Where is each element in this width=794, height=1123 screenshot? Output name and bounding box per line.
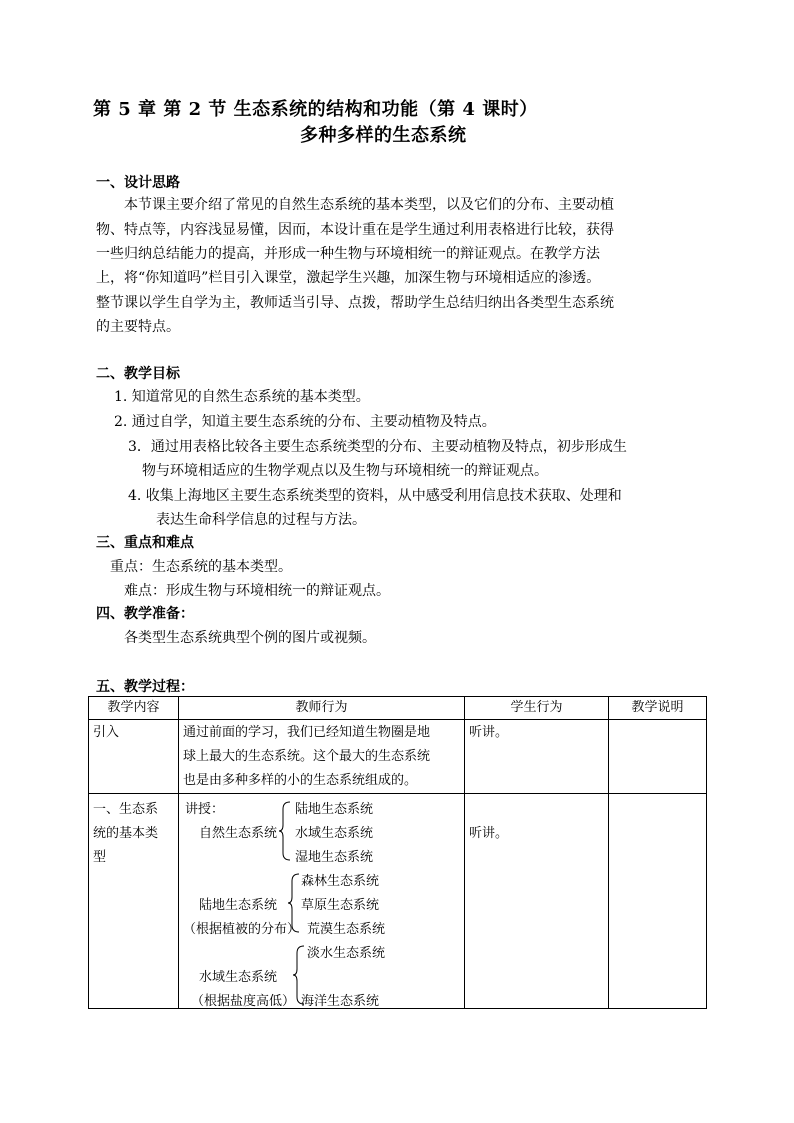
goal-item: 3．通过用表格比较各主要生态系统类型的分布、主要动植物及特点，初步形成生 — [128, 439, 627, 455]
land-item: 森林生态系统 — [301, 874, 380, 889]
water-item: 淡水生态系统 — [307, 946, 386, 961]
table-row — [89, 720, 707, 794]
land-item: 荒漠生态系统 — [307, 922, 386, 937]
student-action: 听讲。 — [469, 725, 509, 740]
lecture-label: 讲授： — [185, 802, 225, 817]
page-subtitle: 多种多样的生态系统 — [300, 125, 467, 146]
design-paragraph-line: 本节课主要介绍了常见的自然生态系统的基本类型，以及它们的分布、主要动植 — [124, 197, 614, 213]
design-paragraph-line: 一些归纳总结能力的提高，并形成一种生物与环境相统一的辩证观点。在教学方法 — [96, 246, 600, 262]
row-content: 引入 — [93, 725, 120, 740]
preparation-text: 各类型生态系统典型个例的图片或视频。 — [124, 630, 376, 646]
section-heading-key-points: 三、重点和难点 — [96, 535, 194, 551]
notes-cell — [609, 720, 707, 794]
natural-item: 陆地生态系统 — [295, 802, 374, 817]
design-paragraph-line: 上，将“你知道吗”栏目引入课堂，激起学生兴趣，加深生物与环境相适应的渗透。 — [96, 270, 601, 286]
teacher-text-line: 也是由多种多样的小的生态系统组成的。 — [183, 773, 418, 788]
row-content-line: 统的基本类 — [93, 826, 159, 841]
land-ecosystem-label: 陆地生态系统 — [199, 898, 278, 913]
natural-item: 湿地生态系统 — [295, 850, 374, 865]
header-notes: 教学说明 — [609, 697, 707, 720]
row-content-line: 型 — [93, 850, 107, 865]
header-teacher: 教师行为 — [179, 697, 465, 720]
natural-ecosystem-label: 自然生态系统 — [199, 826, 278, 841]
land-item: 草原生态系统 — [301, 898, 380, 913]
water-ecosystem-label: 水域生态系统 — [199, 970, 278, 985]
key-point: 重点：生态系统的基本类型。 — [110, 559, 292, 575]
brace-icon — [287, 873, 301, 933]
difficulty-point: 难点：形成生物与环境相统一的辩证观点。 — [124, 583, 390, 599]
section-heading-design: 一、设计思路 — [96, 175, 180, 191]
header-content: 教学内容 — [89, 697, 179, 720]
page-title: 第 5 章 第 2 节 生态系统的结构和功能（第 4 课时） — [93, 99, 538, 120]
goal-item: 1. 知道常见的自然生态系统的基本类型。 — [114, 389, 370, 405]
student-action: 听讲。 — [469, 826, 509, 841]
brace-icon — [278, 801, 292, 861]
land-basis: （根据植被的分布） — [183, 922, 301, 937]
design-paragraph-line: 物、特点等，内容浅显易懂，因而，本设计重在是学生通过利用表格进行比较，获得 — [96, 222, 614, 238]
section-heading-preparation: 四、教学准备： — [96, 606, 194, 622]
goal-item: 物与环境相适应的生物学观点以及生物与环境相统一的辩证观点。 — [142, 463, 548, 479]
section-heading-goals: 二、教学目标 — [96, 366, 180, 382]
header-student: 学生行为 — [465, 697, 609, 720]
teaching-process-table — [88, 696, 707, 1009]
classification-cell — [179, 794, 465, 1009]
natural-item: 水域生态系统 — [295, 826, 374, 841]
goal-item: 表达生命科学信息的过程与方法。 — [156, 512, 366, 528]
table-row — [89, 794, 707, 1009]
table-header-row — [89, 697, 707, 720]
design-paragraph-line: 的主要特点。 — [96, 319, 180, 335]
water-basis: （根据盐度高低） — [191, 994, 296, 1009]
water-item: 海洋生态系统 — [301, 994, 380, 1009]
goal-item: 2. 通过自学，知道主要生态系统的分布、主要动植物及特点。 — [114, 414, 496, 430]
row-content-line: 一、生态系 — [93, 802, 159, 817]
teacher-text-line: 通过前面的学习，我们已经知道生物圈是地 — [183, 725, 431, 740]
notes-cell — [609, 794, 707, 1009]
goal-item: 4. 收集上海地区主要生态系统类型的资料，从中感受利用信息技术获取、处理和 — [128, 488, 622, 504]
section-heading-process: 五、教学过程： — [96, 679, 194, 695]
teacher-text-line: 球上最大的生态系统。这个最大的生态系统 — [183, 749, 431, 764]
design-paragraph-line: 整节课以学生自学为主，教师适当引导、点拨，帮助学生总结归纳出各类型生态系统 — [96, 295, 614, 311]
